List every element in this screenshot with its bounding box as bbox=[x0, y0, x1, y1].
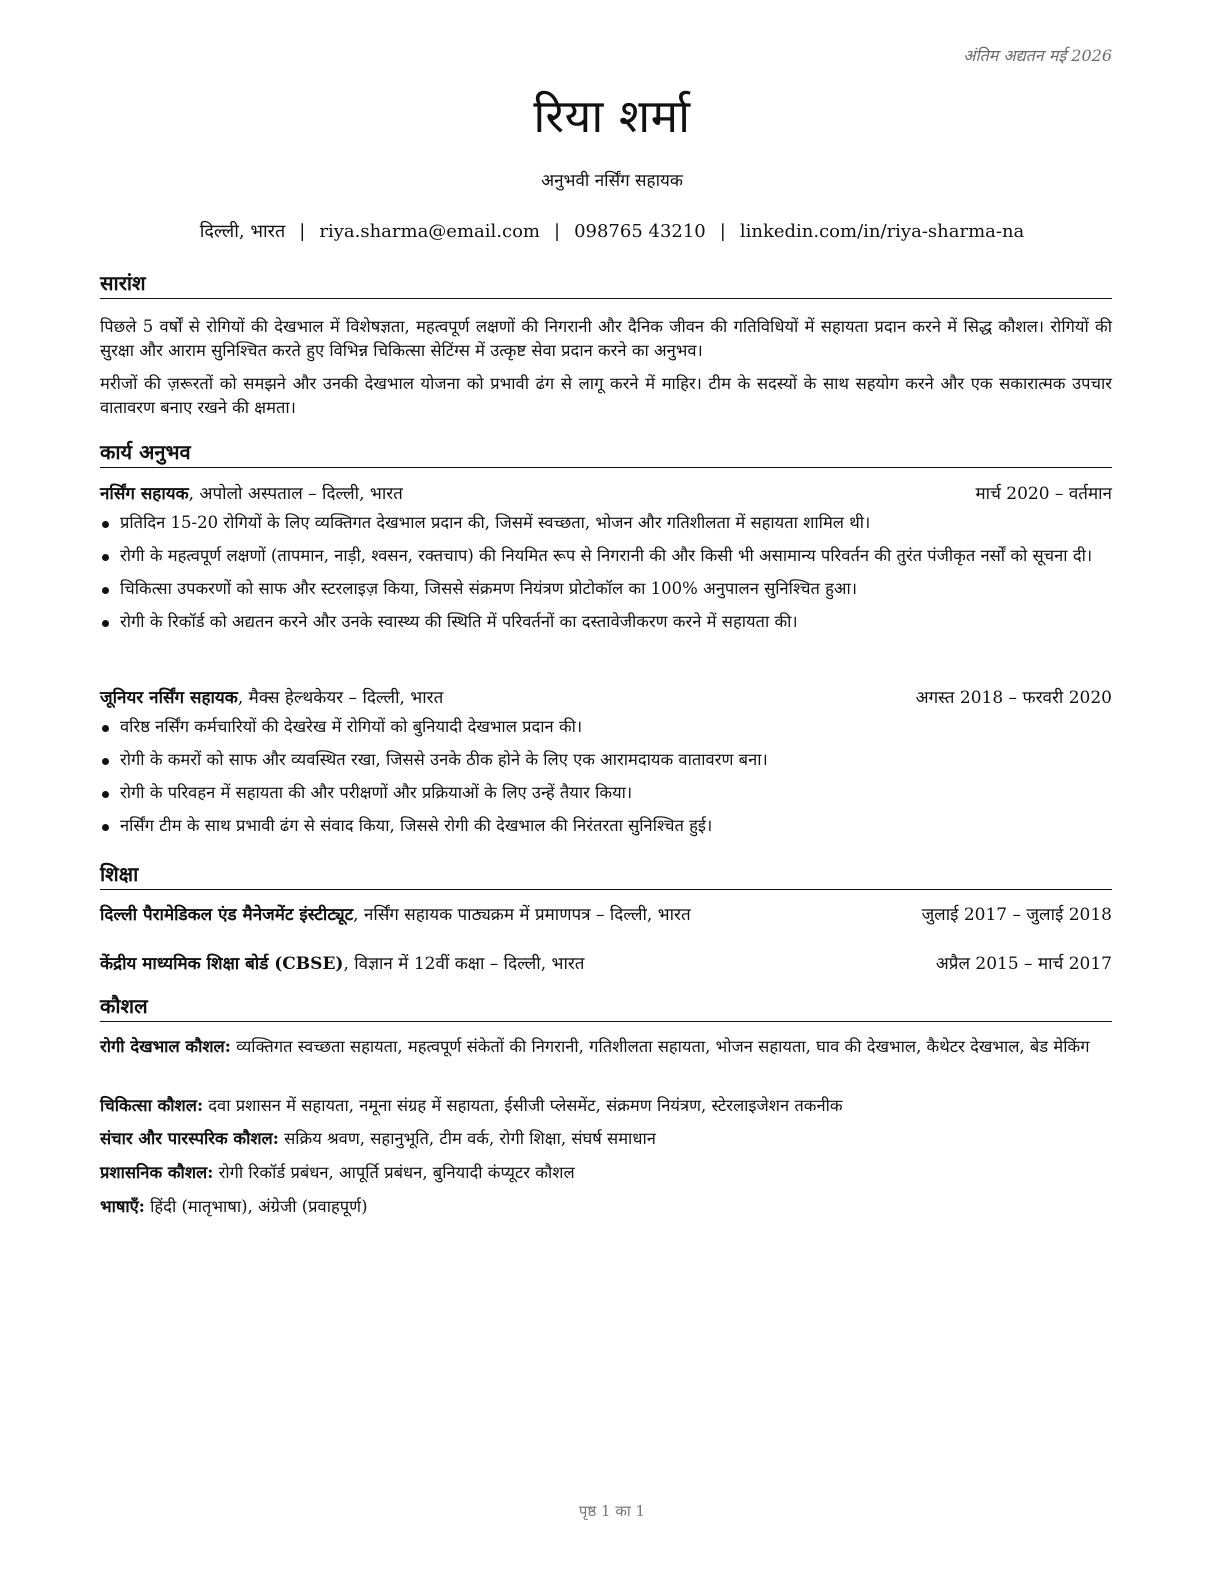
job-title: जूनियर नर्सिंग सहायक bbox=[100, 688, 238, 708]
headline: अनुभवी नर्सिंग सहायक bbox=[541, 171, 683, 191]
list-item: रोगी के रिकॉर्ड को अद्यतन करने और उनके स्वास्थ्य की स्थिति में परिवर्तनों का दस्तावेजीकरण करने में सहायता की। bbox=[100, 610, 1112, 634]
section-title-experience: कार्य अनुभव bbox=[100, 439, 1112, 468]
job-title: नर्सिंग सहायक bbox=[100, 484, 189, 504]
skill-label: चिकित्सा कौशल: bbox=[100, 1096, 204, 1115]
education-date: अप्रैल 2015 – मार्च 2017 bbox=[935, 954, 1112, 974]
contact-separator: | bbox=[299, 221, 306, 242]
contact-line bbox=[0, 219, 1224, 243]
skill-row bbox=[100, 1195, 1112, 1219]
skill-text: सक्रिय श्रवण, सहानुभूति, टीम वर्क, रोगी शिक्षा, संघर्ष समाधान bbox=[278, 1129, 656, 1148]
summary-paragraph: मरीजों की ज़रूरतों को समझने और उनकी देखभाल योजना को प्रभावी ढंग से लागू करने में माहिर। टीम के सदस्यों के साथ सहयोग करने और एक सकारात्मक उपचार वातावरण बनाए रखने की क्षमता। bbox=[100, 374, 1112, 417]
list-item: रोगी के कमरों को साफ और व्यवस्थित रखा, जिससे उनके ठीक होने के लिए एक आरामदायक वातावरण बना। bbox=[100, 748, 1112, 772]
section-title-skills: कौशल bbox=[100, 993, 1112, 1022]
skill-row bbox=[100, 1094, 1112, 1118]
summary-paragraph: पिछले 5 वर्षों से रोगियों की देखभाल में विशेषज्ञता, महत्वपूर्ण लक्षणों की निगरानी और दैनिक जीवन की गतिविधियों में सहायता प्रदान करने में सिद्ध कौशल। रोगियों की सुरक्षा और आराम सुनिश्चित करते हुए विभिन्न चिकित्सा सेटिंग्स में उत्कृष्ट सेवा प्रदान करने का अनुभव। bbox=[100, 317, 1112, 360]
list-item: नर्सिंग टीम के साथ प्रभावी ढंग से संवाद किया, जिससे रोगी की देखभाल की निरंतरता सुनिश्चित हुई। bbox=[100, 814, 1112, 838]
job-date: अगस्त 2018 – फरवरी 2020 bbox=[915, 688, 1112, 708]
skill-text: रोगी रिकॉर्ड प्रबंधन, आपूर्ति प्रबंधन, बुनियादी कंप्यूटर कौशल bbox=[213, 1163, 575, 1182]
list-item: रोगी के परिवहन में सहायता की और परीक्षणों और प्रक्रियाओं के लिए उन्हें तैयार किया। bbox=[100, 781, 1112, 805]
skill-label: प्रशासनिक कौशल: bbox=[100, 1163, 214, 1182]
job-employer: , अपोलो अस्पताल – दिल्ली, भारत bbox=[188, 484, 403, 504]
section-title-education: शिक्षा bbox=[100, 861, 1112, 890]
job-header bbox=[100, 686, 1112, 710]
list-item: प्रतिदिन 15-20 रोगियों के लिए व्यक्तिगत देखभाल प्रदान की, जिसमें स्वच्छता, भोजन और गतिशीलता में सहायता शामिल थी। bbox=[100, 511, 1112, 535]
skill-label: रोगी देखभाल कौशल: bbox=[100, 1037, 231, 1056]
skill-text: व्यक्तिगत स्वच्छता सहायता, महत्वपूर्ण संकेतों की निगरानी, गतिशीलता सहायता, भोजन सहायता, घाव की देखभाल, कैथेटर देखभाल, बेड मेकिंग bbox=[230, 1037, 1090, 1056]
section-title-summary: सारांश bbox=[100, 270, 1112, 299]
list-item: रोगी के महत्वपूर्ण लक्षणों (तापमान, नाड़ी, श्वसन, रक्तचाप) की नियमित रूप से निगरानी की और किसी भी असामान्य परिवर्तन की तुरंत पंजीकृत नर्सों को सूचना दी। bbox=[100, 544, 1112, 568]
list-item: वरिष्ठ नर्सिंग कर्मचारियों की देखरेख में रोगियों को बुनियादी देखभाल प्रदान की। bbox=[100, 715, 1112, 739]
education-school: केंद्रीय माध्यमिक शिक्षा बोर्ड (CBSE) bbox=[100, 954, 344, 974]
skill-row bbox=[100, 1161, 1112, 1185]
education-date: जुलाई 2017 – जुलाई 2018 bbox=[921, 905, 1112, 925]
candidate-name: रिया शर्मा bbox=[533, 89, 691, 143]
contact-email[interactable]: riya.sharma@email.com bbox=[319, 221, 540, 242]
job-employer: , मैक्स हेल्थकेयर – दिल्ली, भारत bbox=[237, 688, 444, 708]
contact-linkedin[interactable]: linkedin.com/in/riya-sharma-na bbox=[739, 221, 1025, 242]
education-entry bbox=[100, 952, 1112, 976]
page-number: पृष्ठ 1 का 1 bbox=[578, 1502, 646, 1520]
contact-separator: | bbox=[553, 221, 561, 242]
education-school: दिल्ली पैरामेडिकल एंड मैनेजमेंट इंस्टीट्यूट bbox=[100, 905, 354, 925]
contact-phone[interactable]: 098765 43210 bbox=[574, 221, 706, 242]
job-bullets bbox=[100, 715, 1112, 847]
education-detail: , नर्सिंग सहायक पाठ्यक्रम में प्रमाणपत्र – दिल्ली, भारत bbox=[353, 905, 691, 925]
skill-text: हिंदी (मातृभाषा), अंग्रेजी (प्रवाहपूर्ण) bbox=[144, 1197, 368, 1216]
education-detail: , विज्ञान में 12वीं कक्षा – दिल्ली, भारत bbox=[343, 954, 585, 974]
job-date: मार्च 2020 – वर्तमान bbox=[975, 484, 1112, 504]
education-entry bbox=[100, 903, 1112, 927]
last-updated: अंतिम अद्यतन मई 2026 bbox=[963, 46, 1112, 65]
job-header bbox=[100, 482, 1112, 506]
skill-label: संचार और पारस्परिक कौशल: bbox=[100, 1129, 279, 1148]
skill-text: दवा प्रशासन में सहायता, नमूना संग्रह में सहायता, ईसीजी प्लेसमेंट, संक्रमण नियंत्रण, स्टेरलाइजेशन तकनीक bbox=[203, 1096, 843, 1115]
contact-location: दिल्ली, भारत bbox=[199, 221, 286, 242]
skill-row bbox=[100, 1035, 1112, 1059]
list-item: चिकित्सा उपकरणों को साफ और स्टरलाइज़ किया, जिससे संक्रमण नियंत्रण प्रोटोकॉल का 100% अनुपालन सुनिश्चित हुआ। bbox=[100, 577, 1112, 601]
skill-label: भाषाएँ: bbox=[100, 1197, 145, 1216]
contact-separator: | bbox=[719, 221, 726, 242]
skill-row bbox=[100, 1127, 1112, 1151]
job-bullets bbox=[100, 511, 1112, 643]
